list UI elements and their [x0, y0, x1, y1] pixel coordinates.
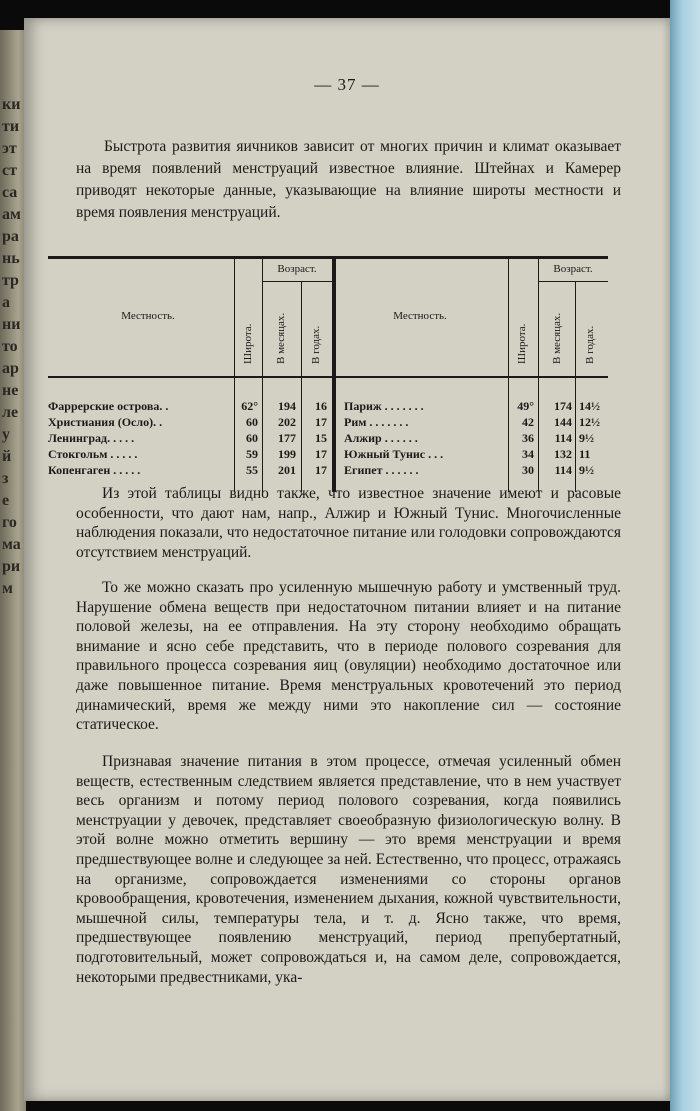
facing-page-fragment: тр [2, 272, 19, 289]
table-vline [508, 256, 509, 492]
header-months: В месяцах. [551, 312, 563, 364]
book-cover-edge [670, 0, 700, 1111]
cell-years: 9½ [579, 463, 594, 477]
cell-months: 114 [554, 463, 572, 477]
header-age: Возраст. [277, 263, 317, 275]
facing-page-fragment: ам [2, 206, 21, 223]
body-paragraph: То же можно сказать про усиленную мышечную работу и умственный труд. Нарушение обмена веществ при недостаточном питании влияет и на питание половой железы, на ее отправления. На эту сторону необходимо обращать внимание и ясно себе представить, что в периоде полового созревания для правильного процесса созревания яиц (овуляции) необходимо достаточное или даже повышенное питание. Время менструальных кровотечений это период динамический, время же между ними это накопление сил — состояние статическое. [76, 579, 621, 734]
facing-page-fragment: ст [2, 162, 17, 179]
cell-latitude: 60 [246, 415, 258, 429]
cell-latitude: 42 [522, 415, 534, 429]
facing-page-fragment: з [2, 470, 9, 487]
age-header-rule-left [262, 281, 332, 282]
facing-page-fragment: у [2, 426, 10, 443]
intro-paragraph: Быстрота развития яичников зависит от многих причин и климат оказывает на время появлений менструаций известное влияние. Штейнах и Камерер приводят некоторые данные, указывающие на влияние широты местности и время появления менструаций. [76, 138, 621, 221]
cell-place: Христиания (Осло). . [48, 415, 163, 429]
table-vline [301, 281, 302, 492]
table-header-rule [48, 376, 608, 378]
cell-place: Рим . . . . . . . [344, 415, 409, 429]
cell-place: Ленинград. . . . . [48, 431, 135, 445]
header-place: Местность. [393, 310, 447, 322]
facing-page-fragment: эт [2, 140, 17, 157]
facing-page-fragment: ле [2, 404, 19, 421]
cell-months: 144 [554, 415, 572, 429]
header-years: В годах. [310, 325, 322, 364]
cell-latitude: 36 [522, 431, 534, 445]
facing-page-fragment: не [2, 382, 19, 399]
data-table [48, 256, 608, 492]
header-latitude: Широта. [516, 323, 528, 364]
facing-page-fragment: ра [2, 228, 19, 245]
facing-page-fragment: е [2, 492, 10, 509]
table-vline [538, 256, 539, 492]
table-vline [234, 256, 235, 492]
cell-place: Копенгаген . . . . . [48, 463, 141, 477]
table-vline [262, 256, 263, 492]
facing-page-fragment: ки [2, 96, 21, 113]
book-page [24, 18, 670, 1101]
cell-months: 202 [278, 415, 296, 429]
facing-page-fragment: са [2, 184, 18, 201]
cell-latitude: 59 [246, 447, 258, 461]
facing-page-fragment: й [2, 448, 12, 465]
table-top-rule [48, 256, 608, 259]
facing-page-fragment: м [2, 580, 13, 597]
cell-years: 12½ [579, 415, 600, 429]
cell-months: 177 [278, 431, 296, 445]
facing-page-fragment: го [2, 514, 17, 531]
age-header-rule-right [538, 281, 608, 282]
cell-place: Фаррерские острова. . [48, 399, 169, 413]
facing-page-edge [0, 30, 26, 1111]
body-paragraph: Признавая значение питания в этом процессе, отмечая усиленный обмен веществ, естественным следствием является представление, что в нем участвует весь организм и потому период полового созревания, когда появились менструации у девочек, представляет своеобразную физиологическую волну. В этой волне можно отметить вершину — это время менструации и время предшествующее волне и следующее за ней. Естественно, что процесс, отражаясь на организме, сопровождается изменениями со стороны органов кровообращения, кровотечения, изменением дыхания, кожной чувствительности, мышечной силы, температуры тела, и т. д. Ясно также, что время, предшествующее появлению менструаций, период препубертатный, подготовительный, может сопровождаться и, на самом деле, сопровождается, некоторыми предвестниками, ука- [76, 753, 621, 986]
cell-place: Алжир . . . . . . [344, 431, 418, 445]
header-age: Возраст. [553, 263, 593, 275]
cell-latitude: 62° [241, 399, 258, 413]
cell-years: 17 [315, 415, 327, 429]
header-place: Местность. [121, 310, 175, 322]
cell-latitude: 34 [522, 447, 534, 461]
cell-months: 114 [554, 431, 572, 445]
table-vline [575, 281, 576, 492]
cell-years: 16 [315, 399, 327, 413]
cell-months: 199 [278, 447, 296, 461]
cell-months: 194 [278, 399, 296, 413]
cell-latitude: 30 [522, 463, 534, 477]
cell-latitude: 55 [246, 463, 258, 477]
cell-years: 9½ [579, 431, 594, 445]
facing-page-fragment: ни [2, 316, 21, 333]
cell-place: Стокгольм . . . . . [48, 447, 138, 461]
cell-latitude: 60 [246, 431, 258, 445]
facing-page-fragment: нь [2, 250, 20, 267]
header-years: В годах. [584, 325, 596, 364]
header-months: В месяцах. [275, 312, 287, 364]
cell-latitude: 49° [517, 399, 534, 413]
cell-years: 15 [315, 431, 327, 445]
body-paragraph: Из этой таблицы видно также, что известное значение имеют и расовые особенности, что дают нам, напр., Алжир и Южный Тунис. Многочисленные наблюдения показали, что недостаточное питание или голодовки сопровождаются отсутствием менструаций. [76, 485, 621, 561]
cell-place: Париж . . . . . . . [344, 399, 424, 413]
cell-months: 201 [278, 463, 296, 477]
cell-months: 174 [554, 399, 572, 413]
page-number: — 37 — [314, 75, 380, 94]
header-latitude: Широта. [242, 323, 254, 364]
facing-page-fragment: а [2, 294, 10, 311]
facing-page-fragment: ти [2, 118, 20, 135]
facing-page-fragment: ар [2, 360, 19, 377]
facing-page-fragment: ри [2, 558, 21, 575]
cell-place: Южный Тунис . . . [344, 447, 444, 461]
table-center-divider [332, 256, 336, 492]
cell-months: 132 [554, 447, 572, 461]
cell-years: 14½ [579, 399, 600, 413]
facing-page-fragment: ма [2, 536, 21, 553]
cell-place: Египет . . . . . . [344, 463, 419, 477]
cell-years: 17 [315, 447, 327, 461]
facing-page-fragment: то [2, 338, 18, 355]
cell-years: 11 [579, 447, 591, 461]
cell-years: 17 [315, 463, 327, 477]
